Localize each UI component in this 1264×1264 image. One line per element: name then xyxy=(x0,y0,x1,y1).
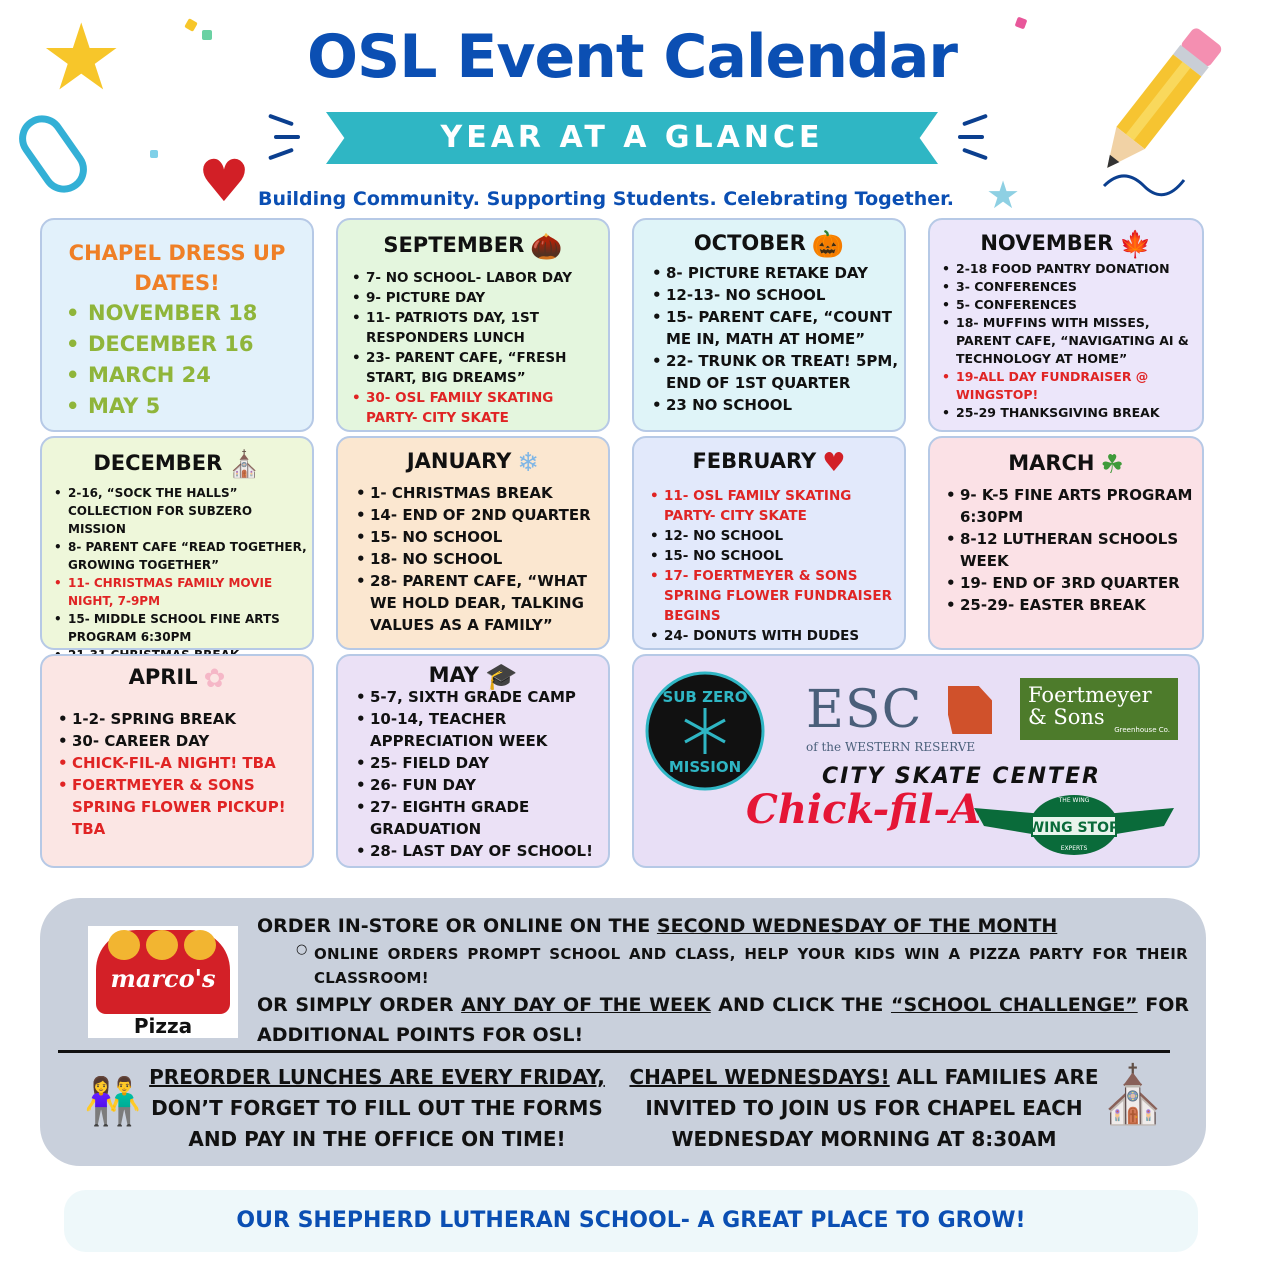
month-title: NOVEMBER 🍁 xyxy=(980,230,1152,260)
event-item: • 2-16, “SOCK THE HALLS” COLLECTION FOR SUBZERO MISSION xyxy=(68,484,314,538)
month-box-february xyxy=(632,436,906,650)
foertmeyer-logo xyxy=(1020,678,1178,740)
event-item: • 23- PARENT CAFE, “FRESH START, BIG DREAMS” xyxy=(366,348,608,388)
maple-leaf-icon: 🍁 xyxy=(1119,230,1152,260)
event-item: • 24- DONUTS WITH DUDES xyxy=(664,626,904,646)
marcos-pizza-text: Pizza xyxy=(133,1014,193,1038)
star-icon: ★ xyxy=(986,173,1021,217)
event-item: • 19- END OF 3RD QUARTER xyxy=(960,572,1202,594)
chapel-date: • NOVEMBER 18 xyxy=(88,298,257,329)
event-item: • 27- EIGHTH GRADE GRADUATION xyxy=(370,796,610,840)
month-title: APRIL ✿ xyxy=(128,664,226,694)
banner-text: YEAR AT A GLANCE xyxy=(440,120,824,155)
marcos-brand: marco's xyxy=(110,964,216,993)
wingstop-logo xyxy=(974,790,1174,860)
banner-dash xyxy=(962,148,988,161)
heart-icon: ♥ xyxy=(198,147,250,215)
city-skate-logo: CITY SKATE CENTER xyxy=(822,764,1101,789)
month-box-november xyxy=(928,218,1204,432)
page-title: OSL Event Calendar xyxy=(307,22,957,92)
shamrock-icon: ☘ xyxy=(1100,450,1124,480)
chapel-date: • DECEMBER 16 xyxy=(88,329,257,360)
event-item: • 30- OSL FAMILY SKATING PARTY- CITY SKATE xyxy=(366,388,608,428)
order-emphasis: SECOND WEDNESDAY OF THE MONTH xyxy=(656,915,1058,937)
event-item: • 11- PATRIOTS DAY, 1ST RESPONDERS LUNCH xyxy=(366,308,608,348)
wingstop-top-text: THE WING xyxy=(1058,797,1090,804)
foertmeyer-sub: Greenhouse Co. xyxy=(1114,726,1170,734)
month-box-september xyxy=(336,218,610,432)
chick-fil-a-logo: Chick-fil-A xyxy=(746,786,982,833)
event-list xyxy=(72,708,316,840)
chapel-date: • MARCH 24 xyxy=(88,360,257,391)
church-icon: ⛪ xyxy=(1098,1063,1168,1128)
event-item: • 5- CONFERENCES xyxy=(956,296,1202,314)
subzero-top-text: SUB ZERO xyxy=(662,688,748,706)
banner-dash xyxy=(962,114,988,127)
month-title: SEPTEMBER 🌰 xyxy=(383,232,563,262)
event-item: • 8-12 LUTHERAN SCHOOLS WEEK xyxy=(960,528,1202,572)
heart-icon: ♥ xyxy=(822,448,846,478)
esc-sub-text: of the WESTERN RESERVE xyxy=(806,740,976,754)
pumpkin-icon: 🎃 xyxy=(811,230,845,260)
order-sub-text: ONLINE ORDERS PROMPT SCHOOL AND CLASS, HELP YOUR KIDS WIN A PIZZA PARTY FOR THEIR CLASSROOM! xyxy=(314,945,1188,987)
event-item: • 9- PICTURE DAY xyxy=(366,288,608,308)
event-item: • 19-ALL DAY FUNDRAISER @ WINGSTOP! xyxy=(956,368,1202,404)
event-list xyxy=(370,482,610,636)
event-list xyxy=(960,484,1202,616)
event-item: • 7- NO SCHOOL- LABOR DAY xyxy=(366,268,608,288)
event-item: • 5-7, SIXTH GRADE CAMP xyxy=(370,686,610,708)
kids-icon: 👫 xyxy=(84,1074,142,1128)
subzero-bottom-text: MISSION xyxy=(668,758,742,776)
snowflake-icon: ❄ xyxy=(517,448,540,478)
foertmeyer-sons: & Sons xyxy=(1028,705,1105,729)
event-item: • 25- FIELD DAY xyxy=(370,752,610,774)
confetti xyxy=(150,150,158,158)
banner-dash xyxy=(268,148,294,161)
flower-icon: ✿ xyxy=(203,664,226,694)
chapel-date: • MAY 5 xyxy=(88,391,257,422)
preorder-lunch-text: PREORDER LUNCHES ARE EVERY FRIDAY, DON’T FORGET TO FILL OUT THE FORMS AND PAY IN THE OFFICE ON TIME! xyxy=(149,1065,605,1151)
month-box-january xyxy=(336,436,610,650)
month-box-april xyxy=(40,654,314,868)
wingstop-text: WING STOP xyxy=(1028,820,1120,836)
event-item: • 8- PICTURE RETAKE DAY xyxy=(666,262,906,284)
event-item: • 8- PARENT CAFE “READ TOGETHER, GROWING TOGETHER” xyxy=(68,538,314,574)
event-item: • 9- K-5 FINE ARTS PROGRAM 6:30PM xyxy=(960,484,1202,528)
event-item: • 1-2- SPRING BREAK xyxy=(72,708,316,730)
event-item: • 22- TRUNK OR TREAT! 5PM, END OF 1ST QUARTER xyxy=(666,350,906,394)
event-item: • 15- NO SCHOOL xyxy=(664,546,904,566)
marcos-pizza-logo xyxy=(88,926,238,1038)
foertmeyer-name: Foertmeyer xyxy=(1028,683,1152,707)
event-item: • 14- END OF 2ND QUARTER xyxy=(370,504,610,526)
month-title: JANUARY ❄ xyxy=(406,448,540,478)
event-item: • 10-14, TEACHER APPRECIATION WEEK xyxy=(370,708,610,752)
wingstop-bottom-text: EXPERTS xyxy=(1060,845,1088,852)
event-list xyxy=(956,260,1202,422)
event-item: • 18- NO SCHOOL xyxy=(370,548,610,570)
sponsors-box xyxy=(632,654,1200,868)
event-item: • 26- FUN DAY xyxy=(370,774,610,796)
event-item: • 15- PARENT CAFE, “COUNT ME IN, MATH AT HOME” xyxy=(666,306,906,350)
event-item: • 28- LAST DAY OF SCHOOL! xyxy=(370,840,610,862)
banner-dash xyxy=(958,135,984,139)
banner-dash xyxy=(268,114,294,127)
banner xyxy=(326,112,938,170)
event-list xyxy=(666,262,906,416)
month-title: MAY 🎓 xyxy=(428,662,518,692)
month-title: OCTOBER 🎃 xyxy=(693,230,845,260)
chapel-dress-up-box xyxy=(40,218,314,432)
graduation-cap-icon: 🎓 xyxy=(484,662,518,692)
event-item: • 28- PARENT CAFE, “WHAT WE HOLD DEAR, TALKING VALUES AS A FAMILY” xyxy=(370,570,610,636)
tagline: Building Community. Supporting Students. Celebrating Together. xyxy=(258,188,955,210)
event-item: • 11- CHRISTMAS FAMILY MOVIE NIGHT, 7-9PM xyxy=(68,574,314,610)
event-item: • 1- CHRISTMAS BREAK xyxy=(370,482,610,504)
month-box-december xyxy=(40,436,314,650)
month-title: MARCH ☘ xyxy=(1008,450,1124,480)
event-item: • 23 NO SCHOOL xyxy=(666,394,906,416)
alt-order-line: OR SIMPLY ORDER ANY DAY OF THE WEEK AND CLICK THE “SCHOOL CHALLENGE” FOR ADDITIONAL POINTS FOR OSL! xyxy=(257,994,1189,1046)
order-line: ORDER IN-STORE OR ONLINE ON THE SECOND WEDNESDAY OF THE MONTH xyxy=(257,915,1058,937)
month-title: FEBRUARY ♥ xyxy=(692,448,846,478)
event-item: • 2-18 FOOD PANTRY DONATION xyxy=(956,260,1202,278)
month-box-may xyxy=(336,654,610,868)
divider xyxy=(58,1050,1170,1053)
event-list xyxy=(370,686,610,862)
footer-text: OUR SHEPHERD LUTHERAN SCHOOL- A GREAT PLACE TO GROW! xyxy=(236,1208,1026,1233)
chapel-dress-up-title: CHAPEL DRESS UP DATES! xyxy=(68,241,286,295)
event-item: • 30- CAREER DAY xyxy=(72,730,316,752)
esc-text: ESC xyxy=(806,680,923,740)
month-title: DECEMBER ⛪ xyxy=(93,450,261,480)
banner-dash xyxy=(274,135,300,139)
esc-logo xyxy=(806,682,996,752)
event-item: • 12- NO SCHOOL xyxy=(664,526,904,546)
chapel-wednesday-text: CHAPEL WEDNESDAYS! ALL FAMILIES ARE INVITED TO JOIN US FOR CHAPEL EACH WEDNESDAY MORNING AT 8:30AM xyxy=(629,1065,1099,1151)
event-item: • 12-13- NO SCHOOL xyxy=(666,284,906,306)
nativity-icon: ⛪ xyxy=(228,450,261,480)
month-box-october xyxy=(632,218,906,432)
acorn-icon: 🌰 xyxy=(530,232,563,262)
event-item: • 25-29- EASTER BREAK xyxy=(960,594,1202,616)
event-item: • 25-29 THANKSGIVING BREAK xyxy=(956,404,1202,422)
event-item: • CHICK-FIL-A NIGHT! TBA xyxy=(72,752,316,774)
event-item: • 3- CONFERENCES xyxy=(956,278,1202,296)
footer xyxy=(64,1190,1198,1252)
event-item: • 18- MUFFINS WITH MISSES, PARENT CAFE, “NAVIGATING AI & TECHNOLOGY AT HOME” xyxy=(956,314,1202,368)
event-item: • 11- OSL FAMILY SKATING PARTY- CITY SKATE xyxy=(664,486,904,526)
event-item: • 15- NO SCHOOL xyxy=(370,526,610,548)
smiling-star-icon: ★ xyxy=(40,4,123,111)
sub-bullet: ○ xyxy=(296,942,308,957)
chapel-dates-list xyxy=(88,298,257,422)
event-item: • 15- MIDDLE SCHOOL FINE ARTS PROGRAM 6:30PM xyxy=(68,610,314,646)
event-list xyxy=(664,486,904,646)
month-box-march xyxy=(928,436,1204,650)
event-list xyxy=(68,484,314,664)
event-item: • 17- FOERTMEYER & SONS SPRING FLOWER FUNDRAISER BEGINS xyxy=(664,566,904,626)
paperclip-icon xyxy=(10,106,96,201)
event-item: • FOERTMEYER & SONS SPRING FLOWER PICKUP! TBA xyxy=(72,774,316,840)
subzero-mission-logo xyxy=(644,670,766,792)
event-list xyxy=(366,268,608,428)
